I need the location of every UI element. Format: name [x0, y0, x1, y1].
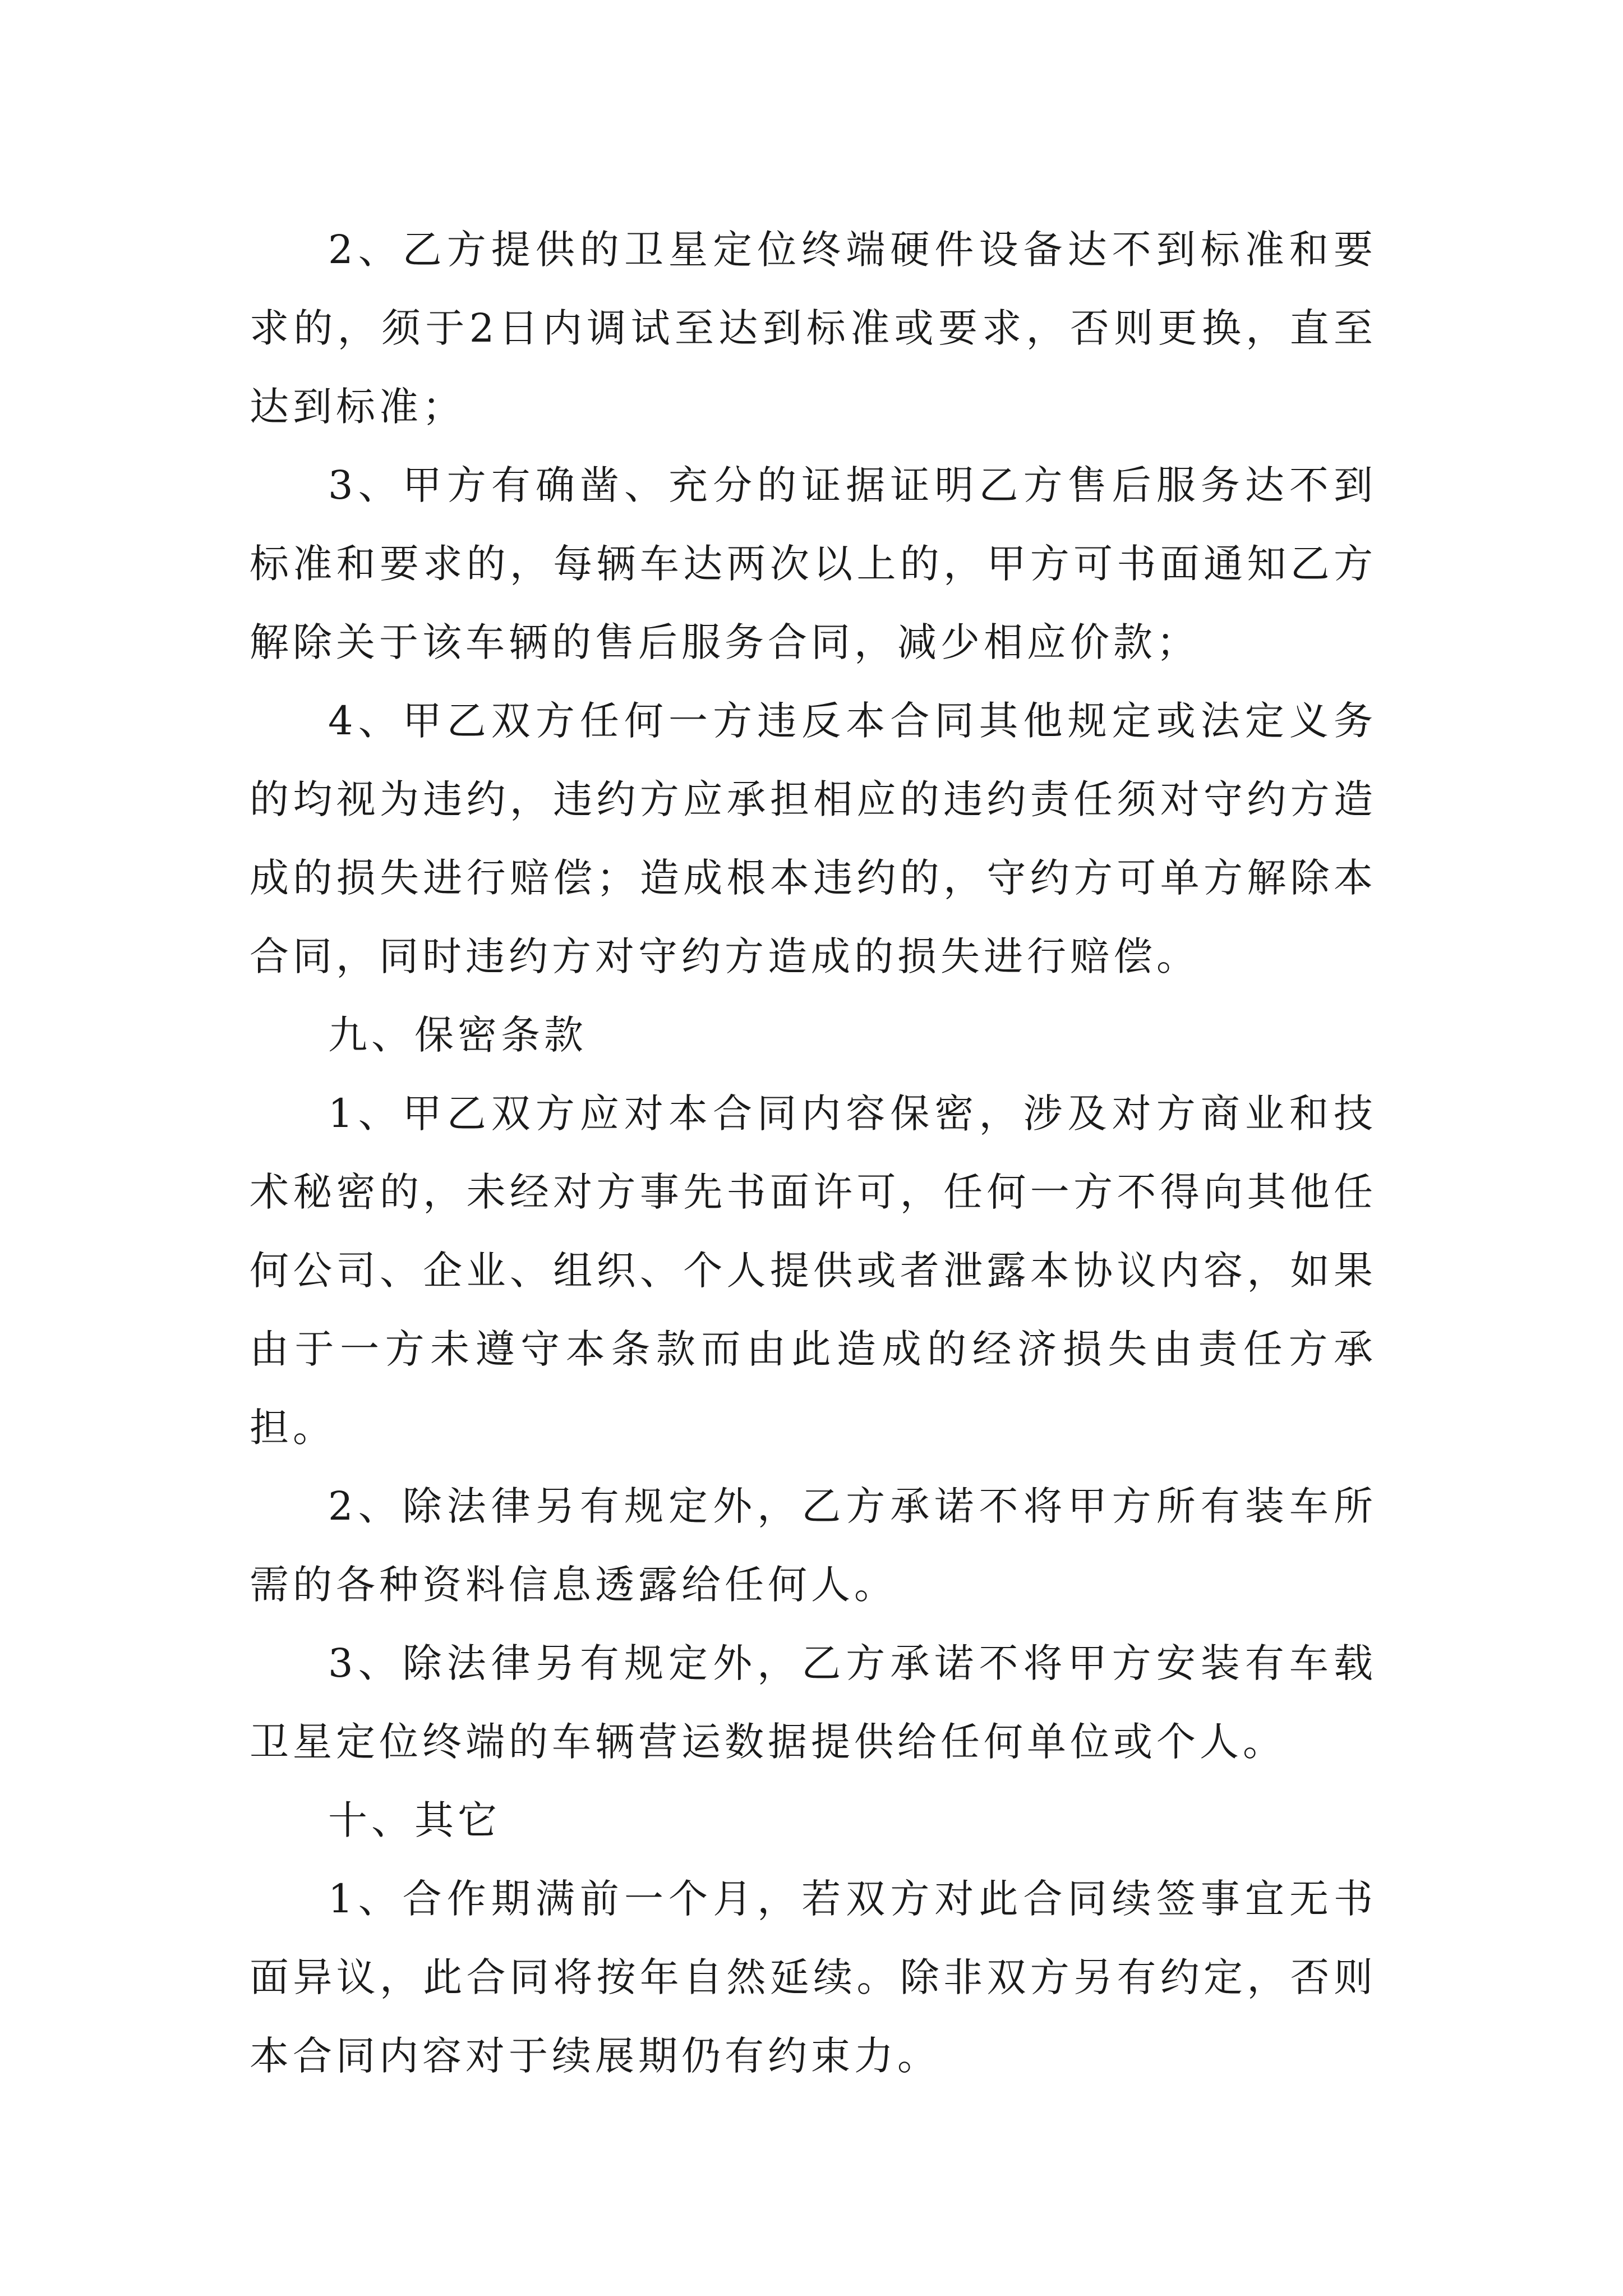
other-clause-1-renewal: 1、合作期满前一个月，若双方对此合同续签事宜无书面异议，此合同将按年自然延续。除非双方另有约定，否则本合同内容对于续展期仍有约束力。	[250, 1876, 1377, 2079]
contract-page-body	[250, 210, 1377, 2095]
section-heading-other: 十、其它	[328, 1797, 501, 1843]
confidentiality-clause-3: 3、除法律另有规定外，乙方承诺不将甲方安装有车载卫星定位终端的车辆营运数据提供给任何单位或个人。	[250, 1640, 1377, 1765]
confidentiality-clause-2: 2、除法律另有规定外，乙方承诺不将甲方所有装车所需的各种资料信息透露给任何人。	[250, 1483, 1377, 1608]
confidentiality-clause-1: 1、甲乙双方应对本合同内容保密，涉及对方商业和技术秘密的，未经对方事先书面许可，任何一方不得向其他任何公司、企业、组织、个人提供或者泄露本协议内容，如果由于一方未遵守本条款而由此造成的经济损失由责任方承担。	[250, 1091, 1377, 1451]
clause-2-equipment-standard: 2、乙方提供的卫星定位终端硬件设备达不到标准和要求的，须于2日内调试至达到标准或要求，否则更换，直至达到标准；	[250, 227, 1377, 430]
section-heading-confidentiality: 九、保密条款	[328, 1012, 587, 1058]
clause-3-after-sales-service: 3、甲方有确凿、充分的证据证明乙方售后服务达不到标准和要求的，每辆车达两次以上的，甲方可书面通知乙方解除关于该车辆的售后服务合同，减少相应价款；	[250, 462, 1377, 665]
clause-4-breach-of-contract: 4、甲乙双方任何一方违反本合同其他规定或法定义务的均视为违约，违约方应承担相应的违约责任须对守约方造成的损失进行赔偿；造成根本违约的，守约方可单方解除本合同，同时违约方对守约方造成的损失进行赔偿。	[250, 698, 1377, 979]
